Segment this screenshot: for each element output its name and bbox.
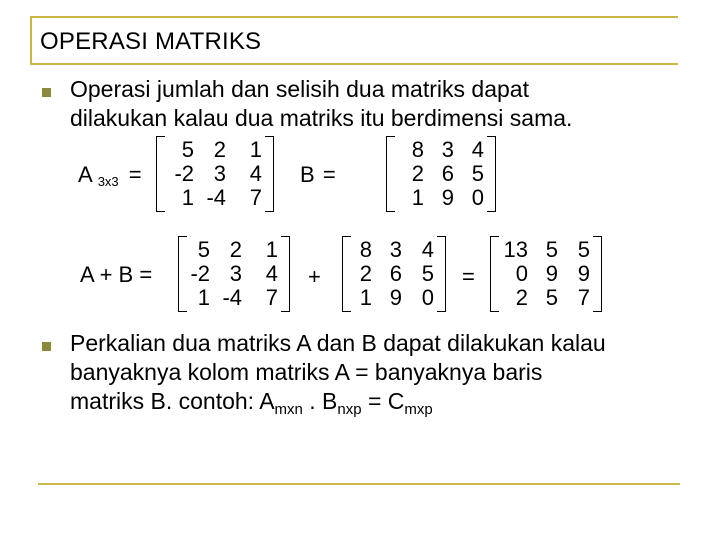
matrix-cell: 1 [249, 137, 262, 162]
matrix-cell: 5 [471, 161, 484, 186]
matrix-cell: 4 [421, 237, 434, 262]
formula-sub-a: mxn [274, 401, 303, 418]
matrix-b [386, 136, 496, 212]
matrix-cell: 2 [213, 137, 226, 162]
matrix-cell: -4 [222, 285, 242, 310]
matrix-row [484, 238, 602, 262]
top-rule [30, 16, 678, 18]
paragraph-2-line-1: Perkalian dua matriks A dan B dapat dilakukan kalau [70, 330, 606, 356]
matrix-row [162, 138, 274, 162]
matrix-cell: 5 [545, 285, 558, 310]
sum-right-matrix [342, 236, 446, 312]
matrix-row [392, 186, 496, 210]
matrix-cell: 9 [577, 261, 590, 286]
matrix-cell: 13 [503, 237, 528, 262]
result-grid [484, 238, 602, 310]
formula-equals: = C [361, 388, 405, 414]
matrix-cell: 6 [441, 161, 454, 186]
matrix-cell: 5 [421, 261, 434, 286]
formula-sub-c: mxp [404, 401, 433, 418]
matrix-a-label [78, 162, 142, 188]
matrix-row [338, 238, 446, 262]
matrix-cell: 4 [265, 261, 278, 286]
matrix-b-grid [392, 138, 496, 210]
paragraph-2-line-2: banyaknya kolom matriks A = banyaknya baris [70, 359, 543, 385]
matrix-row [176, 238, 290, 262]
matrix-row [392, 162, 496, 186]
matrix-row [162, 162, 274, 186]
sum-label: A + B = [80, 262, 153, 287]
matrix-row [484, 286, 602, 310]
title-rule [30, 63, 678, 65]
matrix-cell: 1 [359, 285, 372, 310]
result-matrix [490, 236, 602, 312]
matrix-cell: 0 [471, 185, 484, 210]
matrix-cell: 5 [545, 237, 558, 262]
matrix-cell: -2 [190, 261, 210, 286]
bullet-icon [42, 342, 51, 351]
matrix-cell: 0 [421, 285, 434, 310]
matrix-a [156, 136, 274, 212]
matrix-cell: 4 [471, 137, 484, 162]
matrix-cell: 2 [229, 237, 242, 262]
matrix-cell: 2 [411, 161, 424, 186]
matrix-cell: 8 [411, 137, 424, 162]
paragraph-1 [70, 75, 572, 133]
paragraph-2 [70, 329, 606, 419]
formula-sub-b: nxp [337, 401, 362, 418]
matrix-row [338, 262, 446, 286]
matrix-cell: 1 [197, 285, 210, 310]
sum-left-grid [176, 238, 290, 310]
matrix-cell: 3 [389, 237, 402, 262]
matrix-cell: 6 [389, 261, 402, 286]
matrix-cell: 5 [577, 237, 590, 262]
paragraph-1-line-1: Operasi jumlah dan selisih dua matriks dapat [70, 76, 529, 102]
matrix-cell: 5 [181, 137, 194, 162]
matrix-cell: 0 [515, 261, 528, 286]
matrix-cell: -4 [206, 185, 226, 210]
matrix-a-grid [162, 138, 274, 210]
matrix-cell: 3 [213, 161, 226, 186]
formula-mid: . B [302, 388, 338, 414]
matrix-a-name: A [78, 162, 93, 187]
bottom-rule [38, 483, 680, 485]
matrix-cell: 1 [265, 237, 278, 262]
matrix-a-equals: = [128, 162, 142, 187]
matrix-cell: 4 [249, 161, 262, 186]
matrix-cell: 5 [197, 237, 210, 262]
bullet-icon [42, 88, 51, 97]
formula-prefix: matriks B. contoh: A [70, 388, 275, 414]
matrix-cell: -2 [174, 161, 194, 186]
matrix-cell: 7 [577, 285, 590, 310]
paragraph-1-line-2: dilakukan kalau dua matriks itu berdimensi sama. [70, 105, 573, 131]
left-rule [30, 16, 32, 64]
matrix-cell: 8 [359, 237, 372, 262]
sum-left-matrix [178, 236, 290, 312]
matrix-b-label [300, 162, 336, 188]
matrix-cell: 9 [389, 285, 402, 310]
sum-right-grid [338, 238, 446, 310]
matrix-cell: 1 [411, 185, 424, 210]
matrix-cell: 7 [265, 285, 278, 310]
matrix-b-name: B [300, 162, 315, 187]
matrix-a-dimension: 3x3 [97, 174, 119, 189]
matrix-cell: 9 [545, 261, 558, 286]
matrix-cell: 3 [441, 137, 454, 162]
matrix-row [176, 262, 290, 286]
matrix-b-equals: = [322, 162, 336, 187]
matrix-cell: 1 [181, 185, 194, 210]
matrix-row [338, 286, 446, 310]
matrix-cell: 2 [359, 261, 372, 286]
matrix-row [484, 262, 602, 286]
matrix-cell: 7 [249, 185, 262, 210]
paragraph-2-line-3 [70, 387, 606, 419]
matrix-row [392, 138, 496, 162]
matrix-row [162, 186, 274, 210]
matrix-row [176, 286, 290, 310]
matrix-cell: 2 [515, 285, 528, 310]
plus-sign: + [308, 264, 321, 289]
matrix-cell: 9 [441, 185, 454, 210]
page-title: OPERASI MATRIKS [40, 28, 262, 55]
matrix-cell: 3 [229, 261, 242, 286]
equals-sign: = [462, 264, 475, 289]
